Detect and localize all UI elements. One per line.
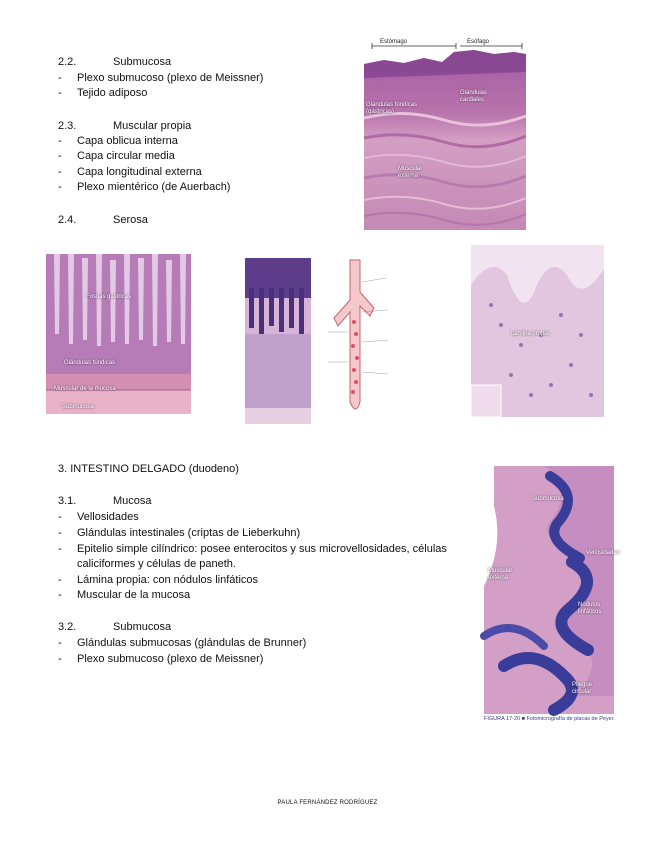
figure-label: Submucosa [532,496,564,502]
gastric-mucosa-micrograph [46,254,191,414]
page-footer: PAULA FERNÁNDEZ RODRÍGUEZ [277,800,378,806]
section-title: Mucosa [113,495,152,507]
figure-label-esophagus: Esófago [467,39,490,45]
peyer-patches-micrograph [484,466,620,714]
figure-label: Glándulas cardiales [460,90,488,103]
figure-label: Muscular externa [398,166,423,179]
section-number: 3.1. [58,495,77,507]
figure-caption: FIGURA 17-20 ■ Fotomicrografía de placas de Peyer. [484,716,615,722]
diagram-drawing [316,252,396,428]
section-title: Muscular propia [113,120,192,132]
section-number: 3.2. [58,621,77,633]
stomach-esophagus-micrograph [364,38,526,230]
micrograph-drawing [245,258,311,424]
figure-label: Vellosidades [586,550,620,556]
figure-label-stomach: Estómago [380,39,408,45]
figure-label: Glándulas fúndicas (gástricas) [366,102,418,115]
figure-label: Muscular de la mucosa [54,386,116,392]
section-number: 2.4. [58,214,77,226]
lamina-propria-micrograph [471,245,604,417]
section-title: Submucosa [113,56,172,68]
figure-label: Muscular externa [488,568,513,581]
micrograph-drawing [364,38,526,230]
figure-label: Glándulas fúndicas [64,360,116,366]
section-number: 2.3. [58,120,77,132]
section-title: Submucosa [113,621,172,633]
section-heading: 3. INTESTINO DELGADO (duodeno) [58,463,239,475]
figure-label: Pliegue circular [572,682,593,695]
figure-label: Submucosa [62,404,94,410]
figure-label: Nódulos linfáticos [578,602,602,615]
section-title: Serosa [113,214,148,226]
gastric-gland-diagram [316,252,396,428]
figure-label: Fositas gástricas [86,294,132,300]
figure-label: Lámina propia [511,331,550,337]
gastric-glands-micrograph [245,258,311,424]
section-number: 2.2. [58,56,77,68]
micrograph-drawing [484,466,614,714]
